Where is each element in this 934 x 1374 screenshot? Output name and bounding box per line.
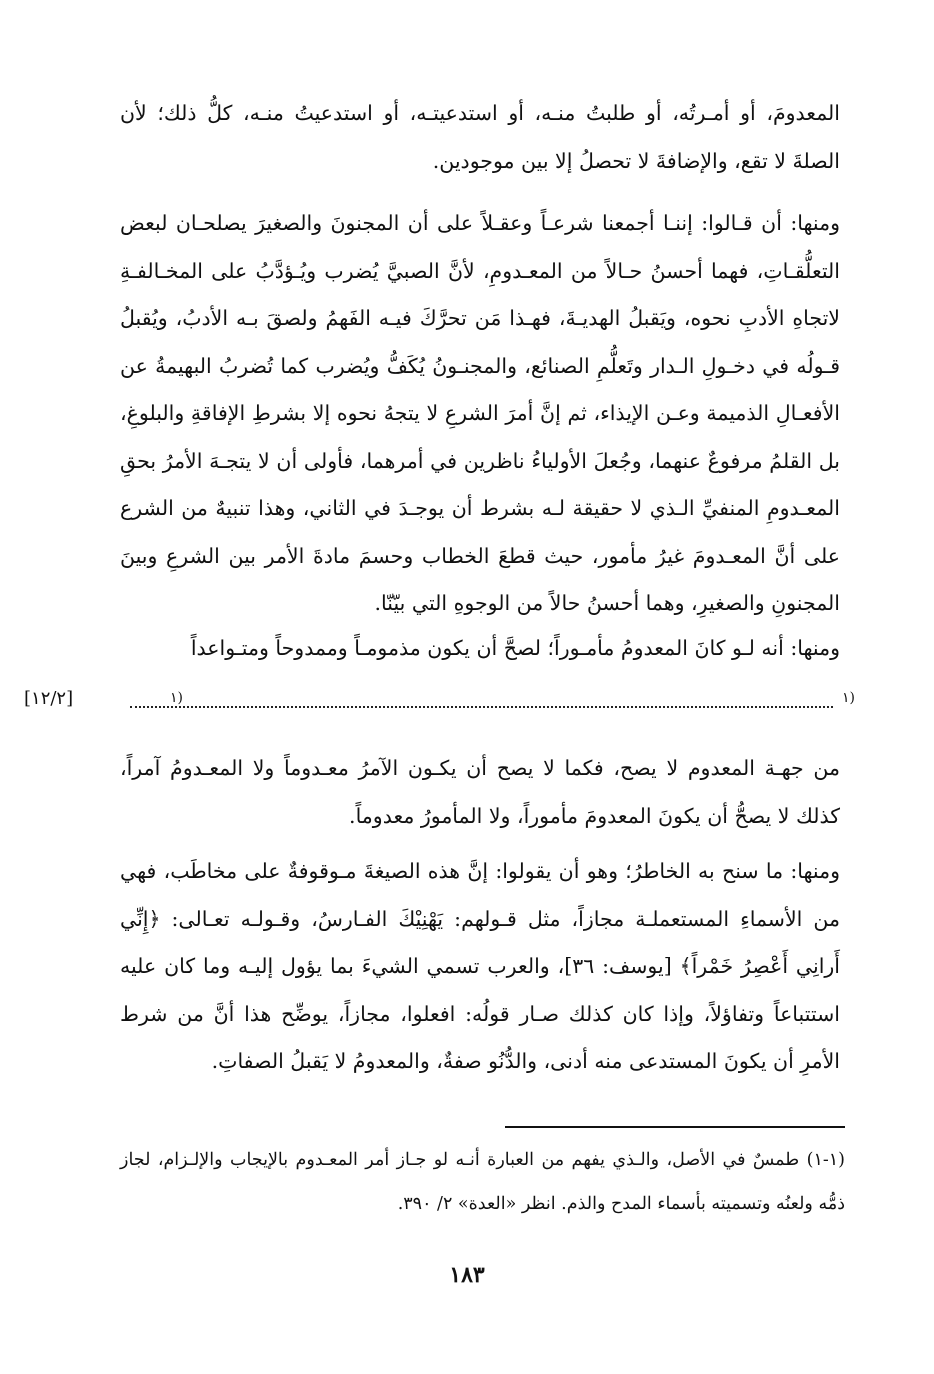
footnote-divider bbox=[505, 1126, 845, 1128]
paragraph-text: ومنها: أنه لـو كانَ المعدومُ مأمـوراً؛ لصحَّ أن يكون مذمومـاً وممدوحاً ومتـواعداً bbox=[190, 636, 840, 660]
paragraph-3 bbox=[120, 625, 840, 673]
page-number: ١٨٣ bbox=[449, 1262, 485, 1288]
paragraph-2 bbox=[120, 200, 840, 628]
paragraph-5 bbox=[120, 848, 840, 1086]
paragraph-text: من جهـة المعدوم لا يصح، فكما لا يصح أن يكـون الآمرُ معـدوماً ولا المعـدومُ آمراً، كذلك لا يصحُّ أن يكونَ المعدومَ مأموراً، ولا المأمورُ معدوماً. bbox=[120, 756, 840, 828]
paragraph-text: ومنها: أن قـالوا: إننـا أجمعنا شرعـاً وعقـلاً على أن المجنونَ والصغيرَ يصلحـان لبعض التعلُّقـاتِ، فهما أحسنُ حـالاً من المعـدومِ، لأنَّ الصبيَّ يُضرب ويُـؤدَّبُ على المخـالفـةِ لاتجاهِ الأدبِ نحوه، ويَقبلُ الهديـةَ، فهـذا مَن تحرَّكَ فيـه الفَهمُ ولصقَ بـه الأدبُ، ويُقبلُ قـولُه في دخـولِ الـدار وتَعلُّمِ الصنائع، والمجنـونُ يُكَفُّ ويُضرب كما تُضربُ البهيمةُ عن الأفعـالِ الذميمة وعـن الإيذاء، ثم إنَّ أمرَ الشرعِ لا يتجهُ نحوه إلا بشرطِ الإفاقةِ والبلوغِ، بل القلمُ مرفوعٌ عنهما، وجُعلَ الأولياءُ ناظرين في أمرهما، فأولى أن لا يتجـهَ الأمرُ بحقِ المعـدومِ المنفيِّ الـذي لا حقيقة لـه بشرط أن يوجـدَ في الثاني، وهذا تنبيهٌ من الشرع على أنَّ المعـدومَ غيرُ مأمور، حيث قطعَ الخطاب وحسمَ مادةَ الأمر بين الشرعِ وبينَ المجنونِ والصغيرِ، وهما أحسنُ حالاً من الوجوهِ التي بيّنّا. bbox=[120, 211, 840, 615]
paragraph-1 bbox=[120, 90, 840, 185]
ellipsis-close-ref: (١ bbox=[170, 690, 183, 706]
missing-text-ellipsis bbox=[130, 690, 855, 720]
footnote bbox=[120, 1138, 845, 1226]
paragraph-text: المعدومَ، أو أمـرتُه، أو طلبتُ منـه، أو استدعيتـه، أو استدعيتُ منـه، كلُّ ذلك؛ لأن الصلةَ لا تقع، والإضافةَ لا تحصلُ إلا بين موجودين. bbox=[120, 101, 840, 173]
ellipsis-dots bbox=[130, 704, 833, 708]
ellipsis-open-ref: (١ bbox=[842, 690, 855, 706]
paragraph-text: ومنها: ما سنح به الخاطرُ؛ وهو أن يقولوا: إنَّ هذه الصيغةَ مـوقوفةٌ على مخاطَب، فهي من الأسماءِ المستعملـة مجازاً، مثل قـولهم: يَهْنِيْكَ الفـارسُ، وقـولـه تعـالى: ﴿إِنِّي أَرانِي أَعْصِرُ خَمْراً﴾ [يوسف: ٣٦]، والعرب تسمي الشيءَ بما يؤول إليـه وما كان عليه استتباعاً وتفاؤلاً، وإذا كان كذلك صـار قولُه: افعلوا، مجازاً، يوضِّح هذا أنَّ من شرط الأمرِ أن يكونَ المستدعى منه أدنى، والدُّنُو صفةٌ، والمعدومُ لا يَقبلُ الصفاتِ. bbox=[120, 859, 841, 1073]
paragraph-4 bbox=[120, 745, 840, 840]
footnote-text: (١-١) طمسٌ في الأصل، والـذي يفهم من العبارة أنـه لو جـاز أمر المعـدوم بالإيجاب والإلـزام، لجاز ذمُّه ولعنُه وتسميته بأسماء المدح والذم. انظر «العدة» ٢/ ٣٩٠. bbox=[120, 1150, 845, 1214]
margin-reference: [١٢/٢] bbox=[24, 688, 74, 709]
